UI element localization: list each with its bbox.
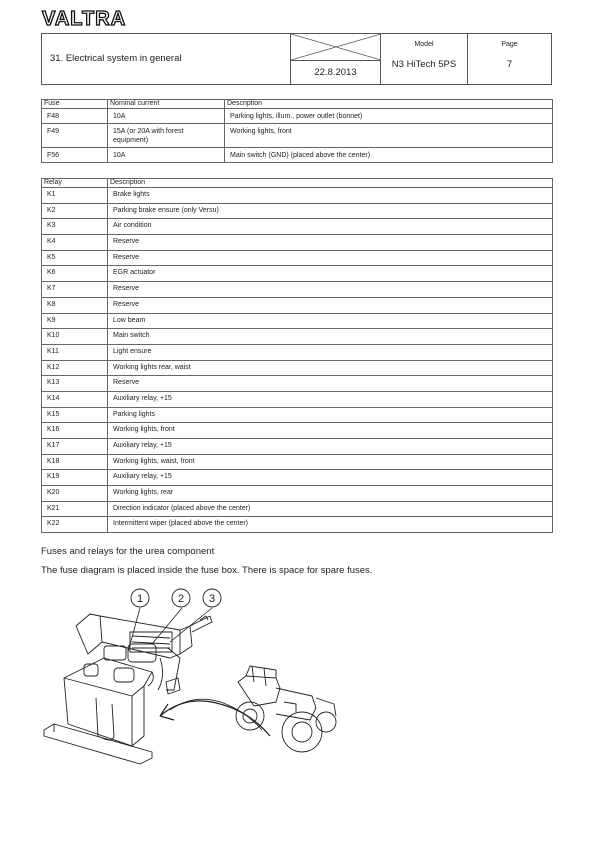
table-cell: K14 <box>42 391 108 407</box>
callout-3 <box>203 589 221 607</box>
valtra-logo <box>42 8 130 30</box>
page-cell <box>467 34 551 84</box>
relay-row <box>42 486 553 502</box>
table-cell: 10A <box>108 148 225 163</box>
section-title: 31. Electrical system in general <box>50 53 182 64</box>
column-header: Description <box>108 179 553 188</box>
table-cell: Low beam <box>108 313 553 329</box>
date-cell <box>290 34 380 84</box>
relay-row <box>42 454 553 470</box>
relay-row <box>42 423 553 439</box>
relay-row <box>42 313 553 329</box>
table-cell: Reserve <box>108 235 553 251</box>
table-cell: K18 <box>42 454 108 470</box>
table-cell: K9 <box>42 313 108 329</box>
relay-row <box>42 188 553 204</box>
table-cell: Brake lights <box>108 188 553 204</box>
table-cell: Reserve <box>108 297 553 313</box>
table-cell: Reserve <box>108 250 553 266</box>
fuse-row <box>42 109 553 124</box>
callout-label: 2 <box>177 593 185 605</box>
relay-row <box>42 219 553 235</box>
relay-row <box>42 407 553 423</box>
relay-table <box>41 178 553 533</box>
table-cell: K4 <box>42 235 108 251</box>
relay-row <box>42 297 553 313</box>
table-cell: K17 <box>42 439 108 455</box>
table-cell: F48 <box>42 109 108 124</box>
table-cell: K2 <box>42 203 108 219</box>
table-cell: Parking lights, illum., power outlet (bonnet) <box>225 109 553 124</box>
table-cell: Auxiliary relay, +15 <box>108 470 553 486</box>
table-cell: K1 <box>42 188 108 204</box>
relay-row <box>42 250 553 266</box>
brand-wordmark: VALTRA <box>42 8 127 30</box>
table-cell: Intermittent wiper (placed above the center) <box>108 517 553 533</box>
page-label: Page <box>501 41 518 48</box>
relay-row <box>42 282 553 298</box>
table-cell: K22 <box>42 517 108 533</box>
table-cell: K15 <box>42 407 108 423</box>
callout-label: 1 <box>136 593 144 605</box>
table-cell: Main switch (GND) (placed above the center) <box>225 148 553 163</box>
table-cell: Auxiliary relay, +15 <box>108 391 553 407</box>
model-cell <box>380 34 467 84</box>
table-cell: Parking brake ensure (only Versu) <box>108 203 553 219</box>
table-cell: K10 <box>42 329 108 345</box>
table-cell: K12 <box>42 360 108 376</box>
column-header: Fuse <box>42 100 108 109</box>
table-cell: 15A (or 20A with forest equipment) <box>108 124 225 148</box>
table-cell: K7 <box>42 282 108 298</box>
table-cell: 10A <box>108 109 225 124</box>
fuse-row <box>42 148 553 163</box>
table-cell: Reserve <box>108 376 553 392</box>
table-cell: K6 <box>42 266 108 282</box>
relay-row <box>42 439 553 455</box>
section-heading: Fuses and relays for the urea component <box>41 546 215 557</box>
urea-fuse-box-illustration <box>40 586 340 786</box>
relay-row <box>42 235 553 251</box>
relay-row <box>42 203 553 219</box>
table-cell: K20 <box>42 486 108 502</box>
table-cell: Reserve <box>108 282 553 298</box>
table-cell: K11 <box>42 344 108 360</box>
table-cell: F56 <box>42 148 108 163</box>
relay-row <box>42 391 553 407</box>
crossed-box-icon <box>291 34 381 61</box>
table-cell: K16 <box>42 423 108 439</box>
model-value: N3 HiTech 5PS <box>391 59 457 70</box>
table-cell: K3 <box>42 219 108 235</box>
relay-row <box>42 266 553 282</box>
table-cell: K21 <box>42 501 108 517</box>
column-header: Nominal current <box>108 100 225 109</box>
table-cell: K5 <box>42 250 108 266</box>
table-cell: K8 <box>42 297 108 313</box>
relay-row <box>42 329 553 345</box>
model-label: Model <box>414 41 434 48</box>
table-cell: Working lights, front <box>108 423 553 439</box>
column-header: Relay <box>42 179 108 188</box>
table-cell: EGR actuator <box>108 266 553 282</box>
table-cell: Air condition <box>108 219 553 235</box>
relay-row <box>42 360 553 376</box>
body-paragraph: The fuse diagram is placed inside the fuse box. There is space for spare fuses. <box>41 565 373 576</box>
page-number: 7 <box>506 59 513 70</box>
table-cell: F49 <box>42 124 108 148</box>
fuse-table <box>41 99 553 163</box>
fuse-row <box>42 124 553 148</box>
document-header <box>41 33 552 85</box>
table-cell: K19 <box>42 470 108 486</box>
relay-row <box>42 517 553 533</box>
table-cell: Light ensure <box>108 344 553 360</box>
fuse-table-header <box>42 100 553 109</box>
callout-2 <box>172 589 190 607</box>
table-cell: Working lights, rear <box>108 486 553 502</box>
table-cell: K13 <box>42 376 108 392</box>
document-date: 22.8.2013 <box>314 67 357 78</box>
callout-1 <box>131 589 149 607</box>
callout-label: 3 <box>208 593 216 605</box>
table-cell: Parking lights <box>108 407 553 423</box>
table-cell: Main switch <box>108 329 553 345</box>
table-cell: Working lights rear, waist <box>108 360 553 376</box>
table-cell: Working lights, front <box>225 124 553 148</box>
relay-row <box>42 501 553 517</box>
relay-table-header <box>42 179 553 188</box>
table-cell: Working lights, waist, front <box>108 454 553 470</box>
relay-row <box>42 470 553 486</box>
table-cell: Auxiliary relay, +15 <box>108 439 553 455</box>
table-cell: Direction indicator (placed above the center) <box>108 501 553 517</box>
relay-row <box>42 344 553 360</box>
relay-row <box>42 376 553 392</box>
column-header: Description <box>225 100 553 109</box>
